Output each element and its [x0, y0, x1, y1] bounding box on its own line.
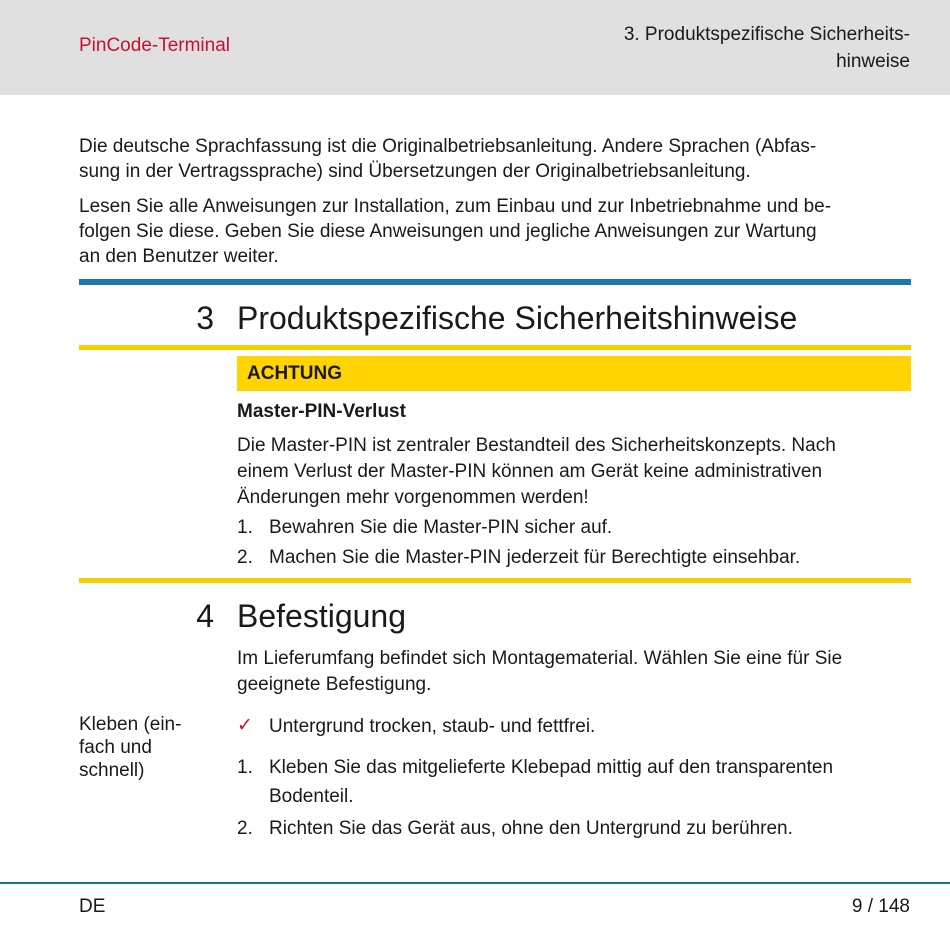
text-line: einem Verlust der Master-PIN können am Gerät keine administrativen	[237, 461, 823, 482]
text-line: folgen Sie diese. Geben Sie diese Anweisungen und jegliche Anweisungen zur Wartung	[79, 221, 817, 242]
step-text: Bewahren Sie die Master-PIN sicher auf.	[269, 517, 613, 538]
text-line: geeignete Befestigung.	[237, 674, 432, 695]
section-number: 4	[196, 598, 214, 634]
warning-subheading: Master-PIN-Verlust	[237, 401, 406, 422]
running-section-title	[490, 21, 910, 75]
text-line: sung in der Vertragssprache) sind Übersetzungen der Originalbetriebsanleitung.	[79, 161, 751, 182]
text-line: Lesen Sie alle Anweisungen zur Installation, zum Einbau und zur Inbetriebnahme und be-	[79, 196, 832, 217]
text-line: Kleben (ein-	[79, 714, 182, 735]
step-text: Richten Sie das Gerät aus, ohne den Untergrund zu berühren.	[269, 818, 793, 839]
warning-top-rule	[79, 345, 911, 350]
text-line: fach und	[79, 737, 152, 758]
warning-banner	[237, 356, 911, 391]
intro-paragraph-instructions	[79, 194, 911, 269]
text-line: Die deutsche Sprachfassung ist die Originalbetriebsanleitung. Andere Sprachen (Abfas-	[79, 136, 817, 157]
precondition-text: Untergrund trocken, staub- und fettfrei.	[269, 716, 596, 737]
intro-paragraph-language	[79, 134, 911, 184]
step-number: 2.	[237, 818, 253, 839]
running-title-line: 3. Produktspezifische Sicherheits-	[623, 24, 910, 45]
running-title-line: hinweise	[836, 51, 910, 72]
section-title: Produktspezifische Sicherheitshinweise	[237, 300, 798, 336]
step-number: 1.	[237, 517, 253, 538]
text-line: schnell)	[79, 760, 145, 781]
warning-bottom-rule	[79, 578, 911, 583]
warning-label: ACHTUNG	[247, 363, 342, 384]
step-text: Kleben Sie das mitgelieferte Klebepad mittig auf den transparenten	[269, 757, 834, 778]
section-number: 3	[196, 300, 214, 336]
margin-label	[79, 713, 219, 782]
section-title: Befestigung	[237, 598, 407, 634]
page-number: 9 / 148	[851, 896, 910, 917]
step-text: Bodenteil.	[269, 786, 354, 807]
text-line: an den Benutzer weiter.	[79, 246, 279, 267]
text-line: Änderungen mehr vorgenommen werden!	[237, 487, 589, 508]
text-line: Die Master-PIN ist zentraler Bestandteil des Sicherheitskonzepts. Nach	[237, 435, 836, 456]
text-line: Im Lieferumfang befindet sich Montagematerial. Wählen Sie eine für Sie	[237, 648, 843, 669]
section-intro	[237, 646, 911, 698]
step-text: Machen Sie die Master-PIN jederzeit für Berechtigte einsehbar.	[269, 547, 801, 568]
page-header	[0, 0, 950, 95]
step-number: 1.	[237, 757, 253, 778]
step-number: 2.	[237, 547, 253, 568]
product-name: PinCode-Terminal	[79, 35, 231, 56]
footer-language: DE	[79, 896, 106, 917]
warning-body	[237, 433, 911, 511]
chapter-divider	[79, 279, 911, 285]
footer-divider	[0, 882, 950, 884]
checkmark-icon: ✓	[237, 715, 253, 736]
